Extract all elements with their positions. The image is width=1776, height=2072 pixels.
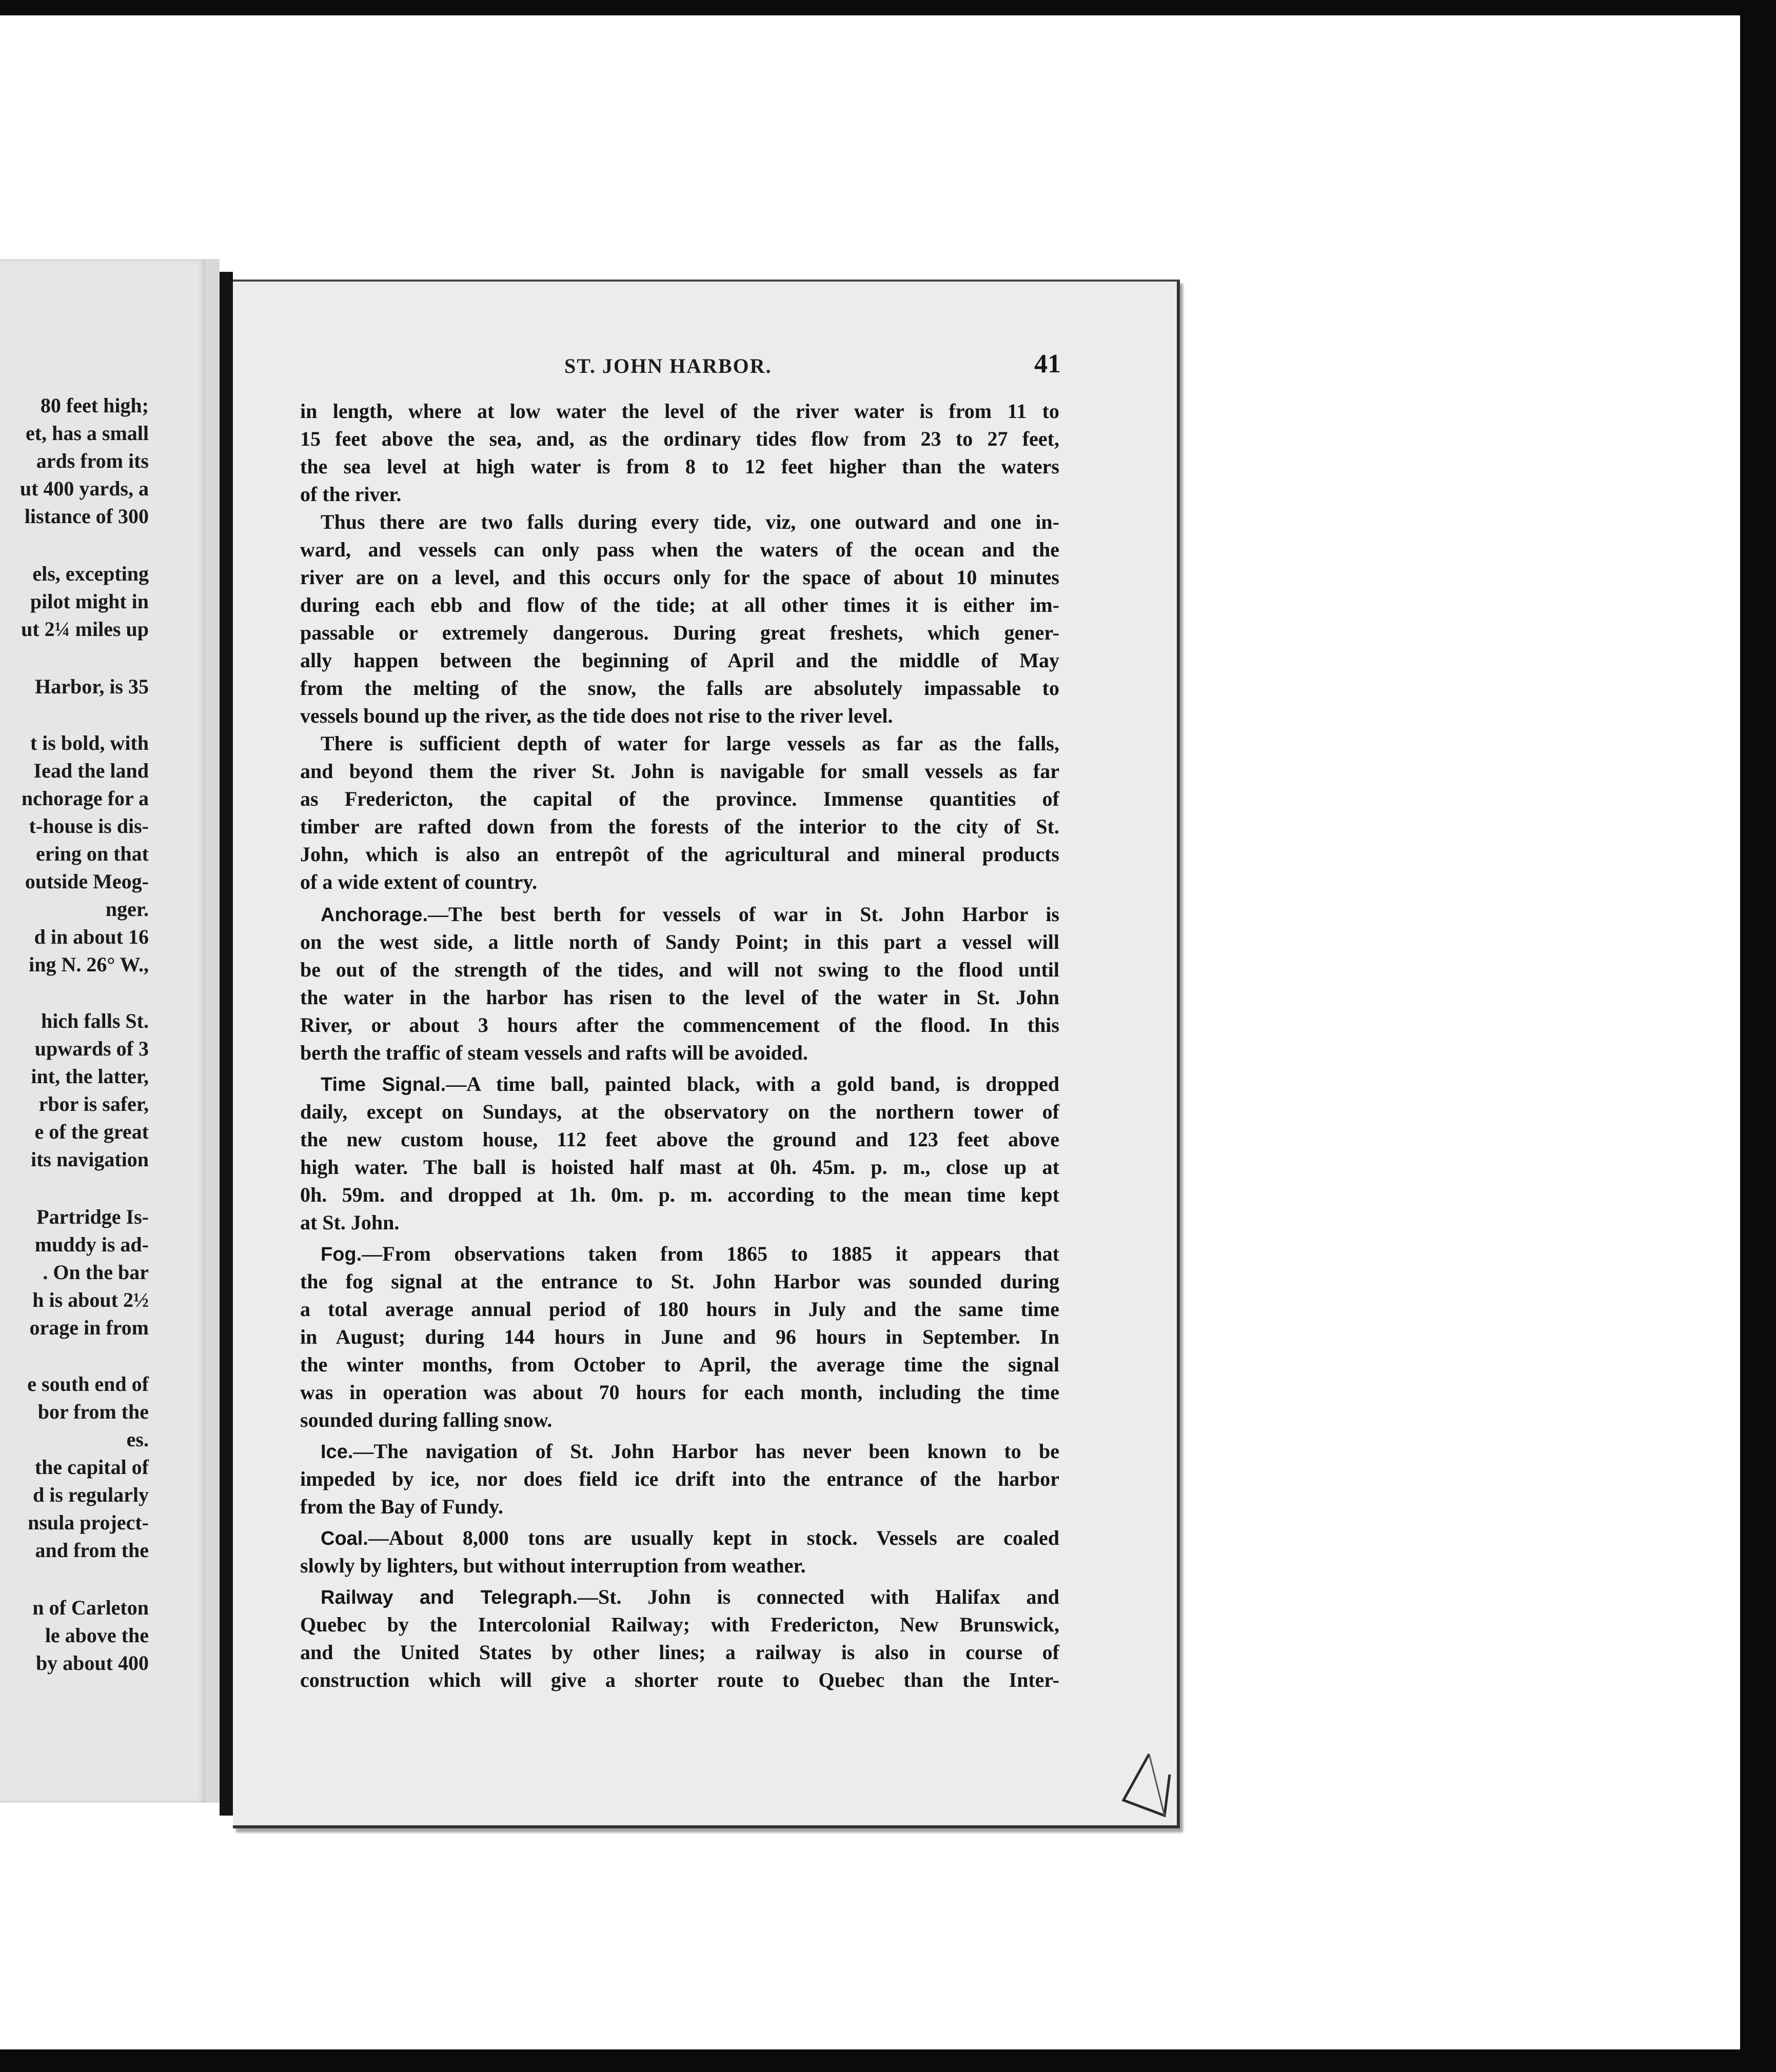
left-page-line: muddy is ad- (34, 1233, 149, 1256)
left-page-line: hich falls St. (41, 1009, 149, 1032)
body-line: 15 feet above the sea, and, as the ordinary tides flow from 23 to 27 feet, (300, 427, 1059, 450)
body-line: river are on a level, and this occurs only for the space of about 10 minutes (300, 566, 1059, 589)
body-line: impeded by ice, nor does field ice drift into the entrance of the harbor (300, 1467, 1059, 1490)
body-line: slowly by lighters, but without interruption from weather. (300, 1554, 806, 1577)
anchorage-first-line (321, 901, 1059, 928)
body-line: vessels bound up the river, as the tide does not rise to the river level. (300, 704, 893, 727)
left-page-line: listance of 300 (24, 505, 149, 528)
body-line: sounded during falling snow. (300, 1408, 552, 1431)
left-page-line: nsula project- (28, 1511, 149, 1534)
left-page-line: n of Carleton (32, 1596, 149, 1619)
left-page-line: orage in from (29, 1316, 149, 1339)
left-page-line: its navigation (30, 1148, 149, 1171)
left-page-line: pilot might in (30, 590, 149, 613)
left-page-line: nchorage for a (21, 787, 149, 810)
left-page-line: e of the great (34, 1120, 149, 1143)
body-line: construction which will give a shorter route to Quebec than the Inter- (300, 1668, 1059, 1691)
left-page-line: le above the (45, 1624, 149, 1647)
body-text: —St. John is connected with Halifax and (578, 1585, 1059, 1608)
body-line: the fog signal at the entrance to St. John Harbor was sounded during (300, 1270, 1059, 1293)
body-line: was in operation was about 70 hours for each month, including the time (300, 1381, 1059, 1404)
left-page-line: t is bold, with (30, 731, 149, 754)
left-page-line: rbor is safer, (38, 1092, 149, 1115)
left-page-line: outside Meog- (25, 870, 149, 893)
body-text: —A time ball, painted black, with a gold band, is dropped (446, 1072, 1060, 1095)
body-line: high water. The ball is hoisted half mast at 0h. 45m. p. m., close up at (300, 1155, 1059, 1179)
body-line: of the river. (300, 483, 402, 506)
body-line: from the Bay of Fundy. (300, 1495, 503, 1518)
section-heading-coal: Coal. (321, 1528, 368, 1549)
body-line: of a wide extent of country. (300, 870, 538, 893)
fog-first-line (321, 1240, 1059, 1268)
body-line: and beyond them the river St. John is navigable for small vessels as far (300, 760, 1059, 783)
left-page-line: nger. (105, 898, 149, 921)
left-page-line: et, has a small (26, 422, 149, 445)
page-number: 41 (1034, 349, 1061, 378)
body-line: John, which is also an entrepôt of the agricultural and mineral products (300, 843, 1059, 866)
body-line: River, or about 3 hours after the commencement of the flood. In this (300, 1013, 1059, 1037)
body-line: the sea level at high water is from 8 to 12 feet higher than the waters (300, 455, 1059, 478)
left-page-line: es. (126, 1428, 149, 1451)
spine-shadow (205, 259, 220, 1803)
left-page-line: by about 400 (35, 1651, 149, 1675)
body-line: as Fredericton, the capital of the province. Immense quantities of (300, 787, 1059, 810)
book-binding (220, 272, 233, 1816)
scan-border-bottom (0, 2049, 1776, 2072)
body-line: Quebec by the Intercolonial Railway; with Fredericton, New Brunswick, (300, 1613, 1059, 1636)
body-line: berth the traffic of steam vessels and rafts will be avoided. (300, 1041, 808, 1064)
body-line: the water in the harbor has risen to the level of the water in St. John (300, 986, 1059, 1009)
body-text: —About 8,000 tons are usually kept in stock. Vessels are coaled (368, 1526, 1059, 1549)
body-text: —The best berth for vessels of war in St. John Harbor is (428, 903, 1059, 926)
scan-border-top (0, 0, 1776, 15)
section-heading-time-signal: Time Signal. (321, 1074, 446, 1095)
left-page-line: ing N. 26° W., (29, 953, 149, 976)
ice-first-line (321, 1438, 1059, 1465)
body-line: on the west side, a little north of Sandy Point; in this part a vessel will (300, 930, 1059, 953)
left-page-line: bor from the (37, 1400, 149, 1423)
body-line: There is sufficient depth of water for large vessels as far as the falls, (321, 732, 1059, 755)
body-line: the new custom house, 112 feet above the ground and 123 feet above (300, 1128, 1059, 1151)
left-page-line: Partridge Is- (36, 1205, 149, 1228)
left-page-line: e south end of (27, 1372, 149, 1396)
left-page-line: upwards of 3 (34, 1037, 149, 1060)
left-page-line: t-house is dis- (29, 814, 149, 838)
left-page-line: h is about 2½ (32, 1288, 149, 1311)
body-line: in August; during 144 hours in June and 96 hours in September. In (300, 1325, 1059, 1348)
left-page-line: ut 400 yards, a (19, 477, 149, 500)
body-line: be out of the strength of the tides, and will not swing to the flood until (300, 958, 1059, 981)
running-head: ST. JOHN HARBOR. (564, 354, 772, 377)
left-page-line: ering on that (36, 842, 149, 865)
body-line: timber are rafted down from the forests of the interior to the city of St. (300, 815, 1059, 838)
body-text: —From observations taken from 1865 to 1885 it appears that (362, 1242, 1059, 1265)
left-page-line: d in about 16 (34, 925, 149, 948)
previous-page-fragment (0, 259, 205, 1803)
railway-first-line (321, 1583, 1059, 1611)
folded-corner-mark (1113, 1744, 1175, 1821)
left-page-line: ut 2¼ miles up (21, 617, 149, 641)
body-line: at St. John. (300, 1211, 400, 1234)
body-line: a total average annual period of 180 hours in July and the same time (300, 1298, 1059, 1321)
body-line: from the melting of the snow, the falls are absolutely impassable to (300, 676, 1059, 700)
time-signal-first-line (321, 1070, 1059, 1098)
scan-border-right (1740, 0, 1776, 2072)
left-page-line: Iead the land (33, 759, 149, 782)
body-line: daily, except on Sundays, at the observatory on the northern tower of (300, 1100, 1059, 1123)
left-page-line: and from the (35, 1539, 149, 1562)
section-heading-ice: Ice. (321, 1441, 353, 1463)
section-heading-anchorage: Anchorage. (321, 904, 428, 926)
body-line: 0h. 59m. and dropped at 1h. 0m. p. m. according to the mean time kept (300, 1183, 1059, 1206)
body-line: the winter months, from October to April, the average time the signal (300, 1353, 1059, 1376)
body-line: passable or extremely dangerous. During great freshets, which gener- (300, 621, 1059, 644)
coal-first-line (321, 1524, 1059, 1552)
left-page-line: Harbor, is 35 (35, 675, 149, 698)
body-text: —The navigation of St. John Harbor has never been known to be (353, 1440, 1059, 1463)
body-line: and the United States by other lines; a railway is also in course of (300, 1641, 1059, 1664)
section-heading-railway-telegraph: Railway and Telegraph. (321, 1587, 578, 1608)
left-page-line: d is regularly (33, 1483, 149, 1506)
body-line: Thus there are two falls during every tide, viz, one outward and one in- (321, 510, 1059, 533)
body-line: in length, where at low water the level of the river water is from 11 to (300, 400, 1059, 423)
left-page-line: . On the bar (43, 1261, 149, 1284)
left-page-line: 80 feet high; (40, 394, 149, 417)
left-page-line: els, excepting (32, 562, 149, 585)
left-page-line: the capital of (34, 1456, 149, 1479)
body-line: during each ebb and flow of the tide; at all other times it is either im- (300, 593, 1059, 616)
body-line: ward, and vessels can only pass when the waters of the ocean and the (300, 538, 1059, 561)
left-page-line: ards from its (36, 449, 149, 472)
left-page-line: int, the latter, (31, 1065, 149, 1088)
section-heading-fog: Fog. (321, 1244, 362, 1265)
body-line: ally happen between the beginning of April and the middle of May (300, 649, 1059, 672)
